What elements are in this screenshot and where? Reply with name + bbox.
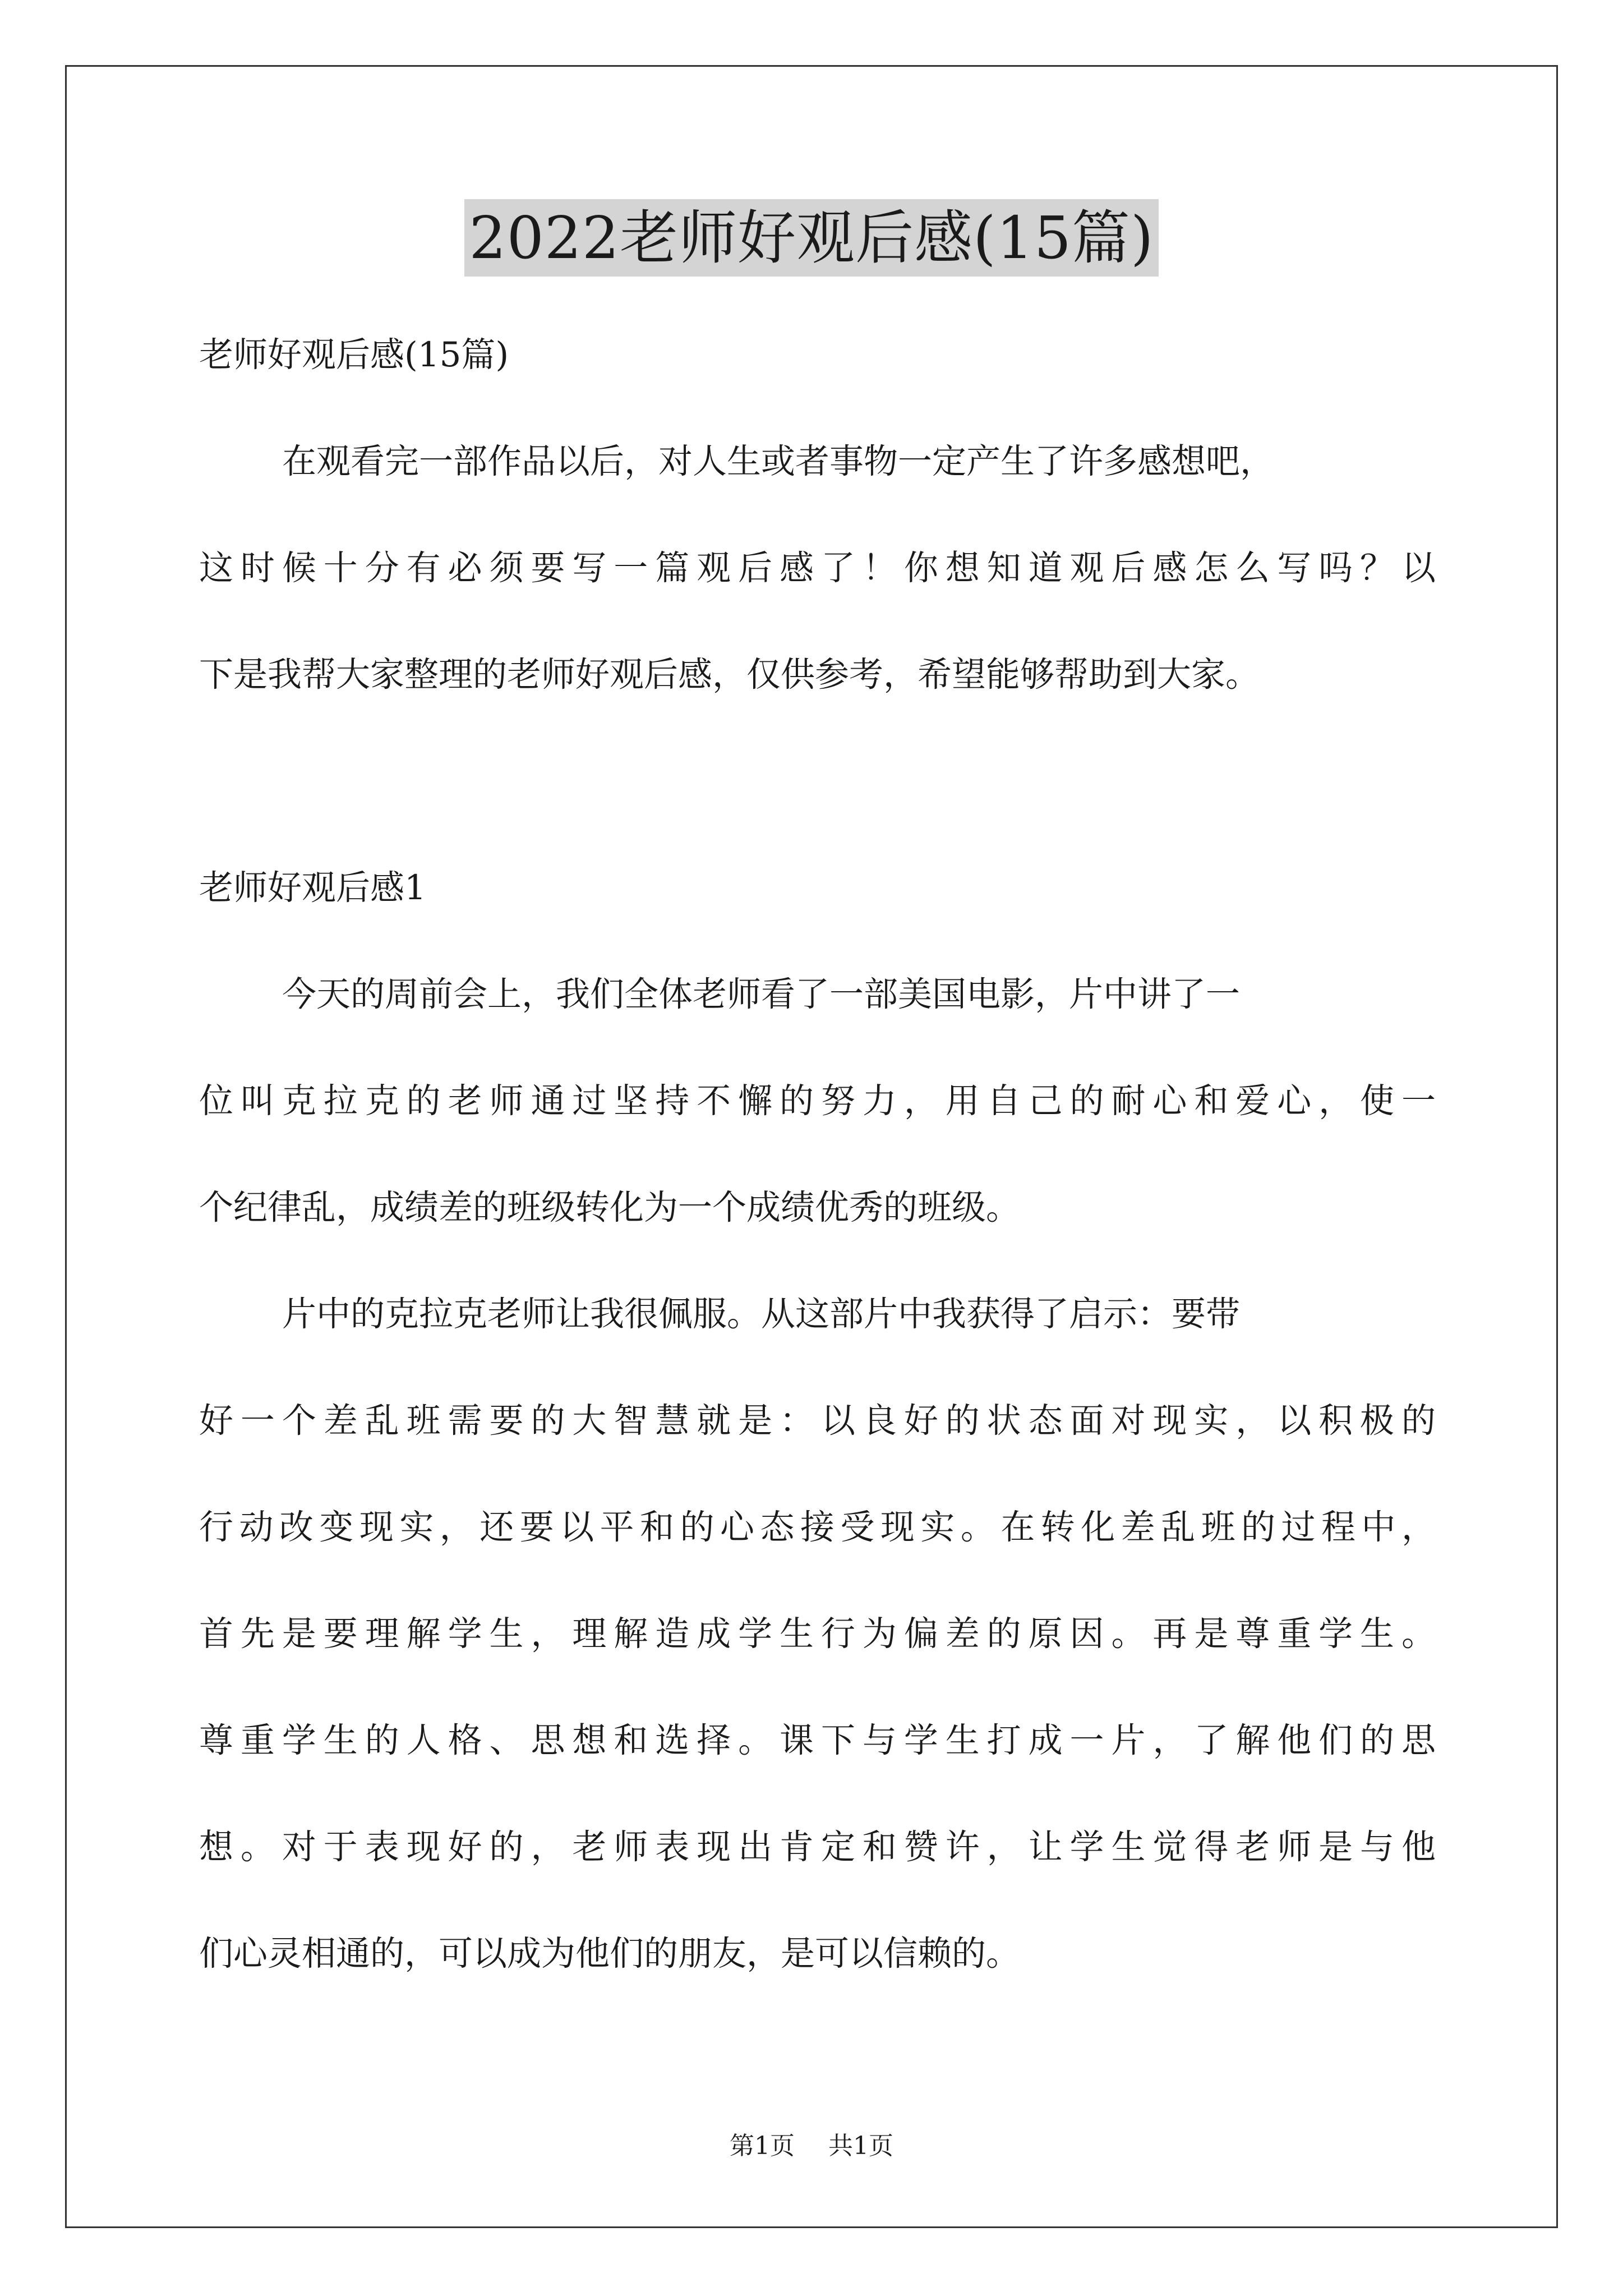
- spacer: [199, 728, 1436, 835]
- paragraph2-line: 想。对于表现好的，老师表现出肯定和赞许，让学生觉得老师是与他: [199, 1827, 1436, 1867]
- paragraph2-line: 尊重学生的人格、思想和选择。课下与学生打成一片，了解他们的思: [199, 1720, 1436, 1760]
- paragraph2-line: 们心灵相通的，可以成为他们的朋友，是可以信赖的。: [199, 1934, 1021, 1973]
- title-wrapper: [0, 199, 1623, 277]
- section-heading: 老师好观后感1: [199, 868, 426, 908]
- page-number-total: 共1页: [828, 2132, 893, 2160]
- intro-line: 在观看完一部作品以后，对人生或者事物一定产生了许多感想吧，: [282, 441, 1275, 481]
- document-body: [199, 302, 1436, 2007]
- document-subtitle: 老师好观后感(15篇): [199, 335, 509, 375]
- intro-line: 这时候十分有必须要写一篇观后感了！你想知道观后感怎么写吗？以: [199, 548, 1436, 588]
- intro-line: 下是我帮大家整理的老师好观后感，仅供参考，希望能够帮助到大家。: [199, 655, 1260, 694]
- document-title: 2022老师好观后感(15篇): [464, 199, 1158, 277]
- paragraph2-line: 片中的克拉克老师让我很佩服。从这部片中我获得了启示：要带: [282, 1294, 1241, 1334]
- page-number-current: 第1页: [730, 2132, 795, 2160]
- paragraph1-line: 位叫克拉克的老师通过坚持不懈的努力，用自己的耐心和爱心，使一: [199, 1081, 1436, 1121]
- paragraph2-line: 首先是要理解学生，理解造成学生行为偏差的原因。再是尊重学生。: [199, 1614, 1436, 1654]
- paragraph2-line: 行动改变现实，还要以平和的心态接受现实。在转化差乱班的过程中，: [199, 1507, 1436, 1547]
- paragraph2-line: 好一个差乱班需要的大智慧就是：以良好的状态面对现实，以积极的: [199, 1401, 1436, 1441]
- paragraph1-line: 今天的周前会上，我们全体老师看了一部美国电影，片中讲了一: [282, 974, 1241, 1014]
- paragraph1-line: 个纪律乱，成绩差的班级转化为一个成绩优秀的班级。: [199, 1188, 1021, 1227]
- page-footer: [0, 2131, 1623, 2162]
